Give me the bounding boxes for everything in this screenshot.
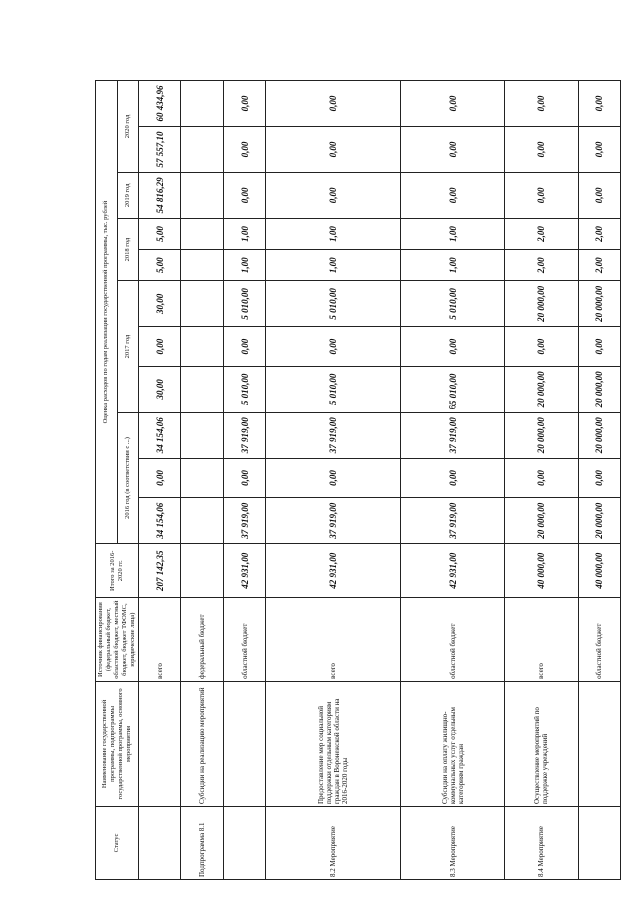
row-source: всего [139, 598, 181, 681]
row-source: областной бюджет [578, 598, 620, 681]
row-source: областной бюджет [223, 598, 265, 681]
row-value: 5,00 [139, 218, 181, 249]
row-value: 1,00 [401, 218, 505, 249]
row-value [181, 498, 223, 544]
row-value: 20 000,00 [578, 412, 620, 458]
header-2016: 2016 год (в соответствии с ...) [117, 412, 139, 543]
row-value: 0,00 [223, 172, 265, 218]
table-row [181, 81, 223, 880]
row-value: 54 816,29 [139, 172, 181, 218]
row-value: 5,00 [139, 250, 181, 281]
row-value: 1,00 [266, 250, 401, 281]
row-value [181, 366, 223, 412]
header-total: Итого за 2016-2020 гг. [96, 544, 139, 598]
row-status: 8.2 Мероприятие [266, 807, 401, 880]
row-source: всего [266, 598, 401, 681]
header-source: Источник финансирования (федеральный бюджет, областной бюджет, местный бюджет, бюджет ТФОМС, юридические лица) [96, 598, 139, 681]
row-name: Субсидии на реализацию мероприятий [181, 681, 223, 806]
row-value: 30,00 [139, 281, 181, 327]
row-value: 20 000,00 [505, 498, 578, 544]
row-status: Подпрограмма 8.1 [181, 807, 223, 880]
row-value: 207 142,35 [139, 544, 181, 598]
table-row [266, 81, 401, 880]
row-value: 0,00 [223, 458, 265, 498]
row-value: 0,00 [223, 327, 265, 367]
row-source: всего [505, 598, 578, 681]
row-value: 0,00 [401, 172, 505, 218]
row-value: 0,00 [139, 327, 181, 367]
row-value: 1,00 [266, 218, 401, 249]
row-value: 0,00 [578, 172, 620, 218]
row-value: 37 919,00 [266, 498, 401, 544]
header-row-1 [96, 81, 118, 880]
row-value: 20 000,00 [505, 366, 578, 412]
row-value: 0,00 [266, 327, 401, 367]
row-name: Субсидии на оплату жилищно-коммунальных услуг отдельным категориям граждан [401, 681, 505, 806]
row-value: 0,00 [401, 81, 505, 127]
header-2019: 2019 год [117, 172, 139, 218]
row-value: 34 154,06 [139, 498, 181, 544]
row-value [181, 327, 223, 367]
table-row [139, 81, 181, 880]
row-value: 0,00 [266, 458, 401, 498]
table-body [139, 81, 621, 880]
row-status: 8.4 Мероприятие [505, 807, 578, 880]
row-value: 37 919,00 [401, 412, 505, 458]
row-value: 5 010,00 [223, 281, 265, 327]
row-status: 8.3 Мероприятие [401, 807, 505, 880]
row-value: 0,00 [266, 127, 401, 173]
page-number: 6 [447, 404, 458, 410]
header-2020: 2020 год [117, 81, 139, 173]
row-value: 40 000,00 [578, 544, 620, 598]
row-value: 0,00 [578, 458, 620, 498]
header-2018: 2018 год [117, 218, 139, 281]
header-name: Наименование государственной программы, подпрограммы государственной программы, основного мероприятия [96, 681, 139, 806]
row-value [181, 81, 223, 127]
table-row [505, 81, 578, 880]
row-value: 0,00 [266, 172, 401, 218]
row-value: 0,00 [223, 81, 265, 127]
row-value: 0,00 [223, 127, 265, 173]
table-row [578, 81, 620, 880]
row-value: 2,00 [578, 250, 620, 281]
row-value [181, 250, 223, 281]
row-value [181, 458, 223, 498]
row-value: 2,00 [505, 218, 578, 249]
row-value: 34 154,06 [139, 412, 181, 458]
row-value: 0,00 [578, 327, 620, 367]
row-value: 0,00 [505, 458, 578, 498]
row-value: 20 000,00 [578, 281, 620, 327]
row-value: 1,00 [223, 218, 265, 249]
row-value: 2,00 [505, 250, 578, 281]
row-value: 0,00 [578, 127, 620, 173]
row-value: 60 434,96 [139, 81, 181, 127]
row-name: Предоставление мер социальной поддержки отдельным категориям граждан в Воронежской области на 2016-2020 годы [266, 681, 401, 806]
row-value: 37 919,00 [223, 412, 265, 458]
row-value: 0,00 [266, 81, 401, 127]
header-status: Статус [96, 807, 139, 880]
row-value: 57 557,10 [139, 127, 181, 173]
row-value: 0,00 [401, 458, 505, 498]
row-value: 5 010,00 [223, 366, 265, 412]
row-value [181, 281, 223, 327]
row-value [181, 412, 223, 458]
header-expenses: Оценка расходов по годам реализации государственной программы, тыс. рублей [96, 81, 118, 544]
row-value: 1,00 [223, 250, 265, 281]
row-value: 20 000,00 [505, 281, 578, 327]
row-value: 0,00 [139, 458, 181, 498]
row-value: 20 000,00 [578, 366, 620, 412]
header-2017: 2017 год [117, 281, 139, 412]
row-value [181, 127, 223, 173]
row-value [181, 218, 223, 249]
row-value: 5 010,00 [266, 281, 401, 327]
row-value [181, 172, 223, 218]
row-name: Осуществление мероприятий по поддержке учреждений [505, 681, 578, 806]
row-name [223, 681, 265, 806]
row-value: 37 919,00 [401, 498, 505, 544]
row-status [223, 807, 265, 880]
row-status [578, 807, 620, 880]
row-value: 42 931,00 [401, 544, 505, 598]
row-value: 0,00 [505, 81, 578, 127]
row-value: 0,00 [401, 327, 505, 367]
row-status [139, 807, 181, 880]
budget-table [95, 80, 621, 880]
row-value: 40 000,00 [505, 544, 578, 598]
row-value: 0,00 [505, 172, 578, 218]
row-value: 5 010,00 [401, 366, 505, 412]
row-value: 0,00 [505, 327, 578, 367]
row-value [181, 544, 223, 598]
table-row [401, 81, 505, 880]
row-value: 5 010,00 [401, 281, 505, 327]
row-name [139, 681, 181, 806]
row-source: областной бюджет [401, 598, 505, 681]
row-value: 42 931,00 [266, 544, 401, 598]
row-value: 37 919,00 [266, 412, 401, 458]
row-value: 1,00 [401, 250, 505, 281]
row-value: 0,00 [401, 127, 505, 173]
row-value: 0,00 [505, 127, 578, 173]
row-value: 30,00 [139, 366, 181, 412]
row-value: 20 000,00 [505, 412, 578, 458]
row-value: 0,00 [578, 81, 620, 127]
row-value: 2,00 [578, 218, 620, 249]
row-value: 37 919,00 [223, 498, 265, 544]
row-name [578, 681, 620, 806]
row-value: 42 931,00 [223, 544, 265, 598]
table-row [223, 81, 265, 880]
row-source: федеральный бюджет [181, 598, 223, 681]
row-value: 5 010,00 [266, 366, 401, 412]
row-value: 20 000,00 [578, 498, 620, 544]
rotated-table-wrapper [95, 80, 605, 880]
